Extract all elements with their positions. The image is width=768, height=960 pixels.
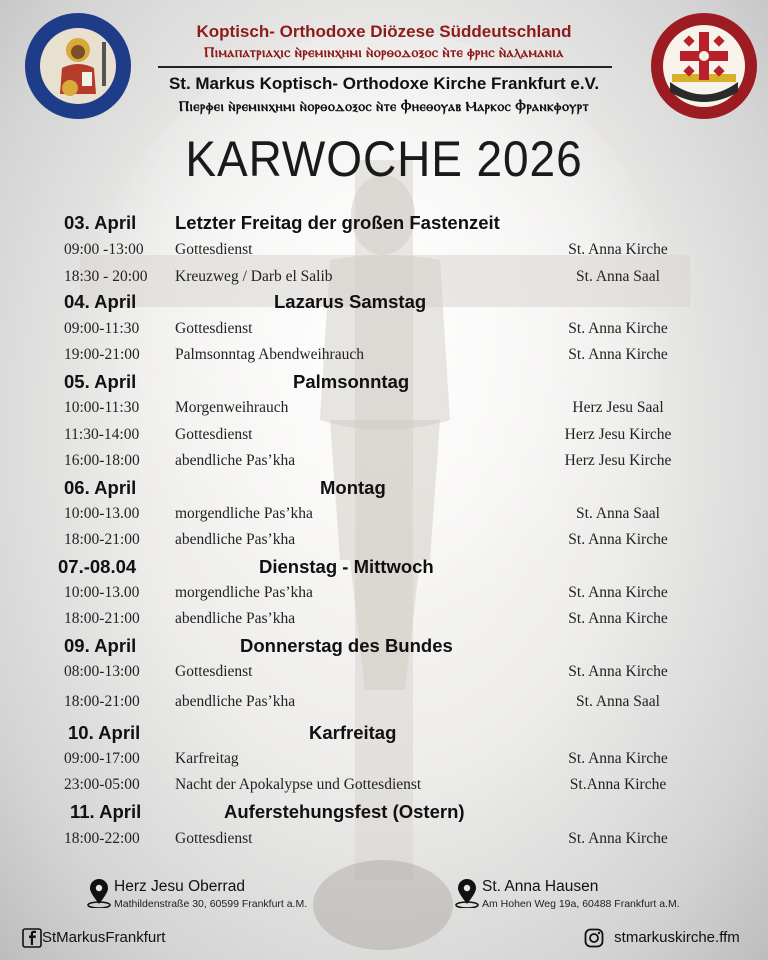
address-name: Herz Jesu Oberrad	[114, 878, 245, 895]
event-time: 10:00-11:30	[64, 399, 140, 416]
event-description: Morgenweihrauch	[175, 399, 289, 416]
diocese-logo	[650, 12, 758, 120]
facebook-icon	[22, 928, 42, 948]
event-description: Kreuzweg / Darb el Salib	[175, 268, 333, 285]
instagram-handle: stmarkuskirche.ffm	[614, 928, 740, 946]
event-location: Herz Jesu Kirche	[564, 452, 672, 469]
event-description: abendliche Pas’kha	[175, 693, 296, 710]
event-location: St. Anna Kirche	[568, 750, 668, 767]
address-street: Am Hohen Weg 19a, 60488 Frankfurt a.M.	[482, 898, 680, 910]
day-date: 10. April	[68, 722, 141, 743]
facebook-handle: StMarkusFrankfurt	[42, 928, 166, 946]
header-divider	[158, 66, 612, 68]
church-name-coptic: Ⲡⲓⲉⲣⲫⲉⲓ ⲛ̀ⲣⲉⲙⲓⲛⲭⲏⲙⲓ ⲛ̀ⲟⲣⲑⲟⲇⲟⲝⲟⲥ ⲛ̀ⲧⲉ Ⲫⲏⲉⲑⲟⲩⲁⲃ Ⲙⲁⲣⲕⲟⲥ Ⲫⲣⲁⲛⲕⲫⲟⲩⲣⲧ	[178, 100, 590, 115]
event-time: 18:00-21:00	[64, 531, 140, 548]
event-location: St. Anna Kirche	[568, 531, 668, 548]
page-title: KARWOCHE 2026	[185, 131, 583, 187]
event-time: 09:00-11:30	[64, 320, 140, 337]
event-time: 09:00 -13:00	[64, 241, 144, 258]
event-time: 23:00-05:00	[64, 776, 140, 793]
address-street: Mathildenstraße 30, 60599 Frankfurt a.M.	[114, 898, 308, 910]
event-location: St. Anna Kirche	[568, 320, 668, 337]
event-description: Gottesdienst	[175, 241, 253, 258]
event-location: St. Anna Kirche	[568, 663, 668, 680]
day-date: 06. April	[64, 477, 137, 498]
event-description: abendliche Pas’kha	[175, 531, 296, 548]
diocese-name: Koptisch- Orthodoxe Diözese Süddeutschland	[196, 22, 572, 41]
event-location: St. Anna Saal	[576, 505, 660, 522]
event-description: morgendliche Pas’kha	[175, 584, 313, 601]
st-markus-logo	[24, 12, 132, 120]
event-time: 11:30-14:00	[64, 426, 140, 443]
event-location: St. Anna Kirche	[568, 610, 668, 627]
day-date: 09. April	[64, 635, 137, 656]
map-pin-icon	[86, 878, 112, 908]
event-time: 18:30 - 20:00	[64, 268, 148, 285]
day-name: Letzter Freitag der großen Fastenzeit	[175, 212, 500, 233]
event-description: Karfreitag	[175, 750, 239, 767]
day-name: Montag	[320, 477, 386, 498]
event-time: 09:00-17:00	[64, 750, 140, 767]
event-description: Gottesdienst	[175, 830, 253, 847]
day-date: 03. April	[64, 212, 137, 233]
day-name: Dienstag - Mittwoch	[259, 556, 434, 577]
instagram-link[interactable]	[584, 928, 740, 948]
event-location: Herz Jesu Kirche	[564, 426, 672, 443]
event-time: 10:00-13.00	[64, 584, 140, 601]
event-location: St.Anna Kirche	[569, 776, 667, 793]
day-date: 07.-08.04	[58, 556, 137, 577]
event-location: St. Anna Kirche	[568, 830, 668, 847]
event-description: morgendliche Pas’kha	[175, 505, 313, 522]
day-date: 05. April	[64, 371, 137, 392]
event-description: Nacht der Apokalypse und Gottesdienst	[175, 776, 422, 793]
event-description: Gottesdienst	[175, 320, 253, 337]
day-date: 04. April	[64, 291, 137, 312]
event-location: St. Anna Saal	[576, 268, 660, 285]
map-pin-icon	[454, 878, 480, 908]
day-name: Lazarus Samstag	[274, 291, 427, 312]
event-time: 18:00-21:00	[64, 610, 140, 627]
event-location: St. Anna Kirche	[568, 584, 668, 601]
facebook-link[interactable]	[22, 928, 165, 948]
event-time: 19:00-21:00	[64, 346, 140, 363]
instagram-icon	[584, 928, 604, 948]
diocese-name-coptic: Ⲡⲓⲙⲁⲡⲁⲧⲣⲓⲁⲭⲓⲥ ⲛ̀ⲣⲉⲙⲓⲛⲭⲏⲙⲓ ⲛ̀ⲟⲣⲑⲟⲇⲟⲝⲟⲥ ⲛ̀ⲧⲉ ⲫⲣⲏⲥ ⲛ̀ⲁⲗⲁⲙⲁⲛⲓⲁ	[204, 46, 564, 61]
event-time: 08:00-13:00	[64, 663, 140, 680]
event-description: Gottesdienst	[175, 426, 253, 443]
day-name: Auferstehungsfest (Ostern)	[224, 801, 465, 822]
address-herz-jesu	[86, 878, 386, 918]
event-description: Palmsonntag Abendweihrauch	[175, 346, 364, 363]
day-date: 11. April	[70, 801, 142, 822]
day-name: Karfreitag	[309, 722, 397, 743]
event-time: 18:00-22:00	[64, 830, 140, 847]
event-description: abendliche Pas’kha	[175, 452, 296, 469]
day-name: Palmsonntag	[293, 371, 410, 392]
address-st-anna	[454, 878, 754, 918]
event-time: 16:00-18:00	[64, 452, 140, 469]
event-time: 18:00-21:00	[64, 693, 140, 710]
event-time: 10:00-13.00	[64, 505, 140, 522]
event-description: Gottesdienst	[175, 663, 253, 680]
event-location: St. Anna Saal	[576, 693, 660, 710]
event-location: St. Anna Kirche	[568, 346, 668, 363]
address-name: St. Anna Hausen	[482, 878, 599, 895]
church-name: St. Markus Koptisch- Orthodoxe Kirche Frankfurt e.V.	[168, 74, 600, 93]
event-location: St. Anna Kirche	[568, 241, 668, 258]
day-name: Donnerstag des Bundes	[240, 635, 453, 656]
event-description: abendliche Pas’kha	[175, 610, 296, 627]
event-location: Herz Jesu Saal	[572, 399, 664, 416]
